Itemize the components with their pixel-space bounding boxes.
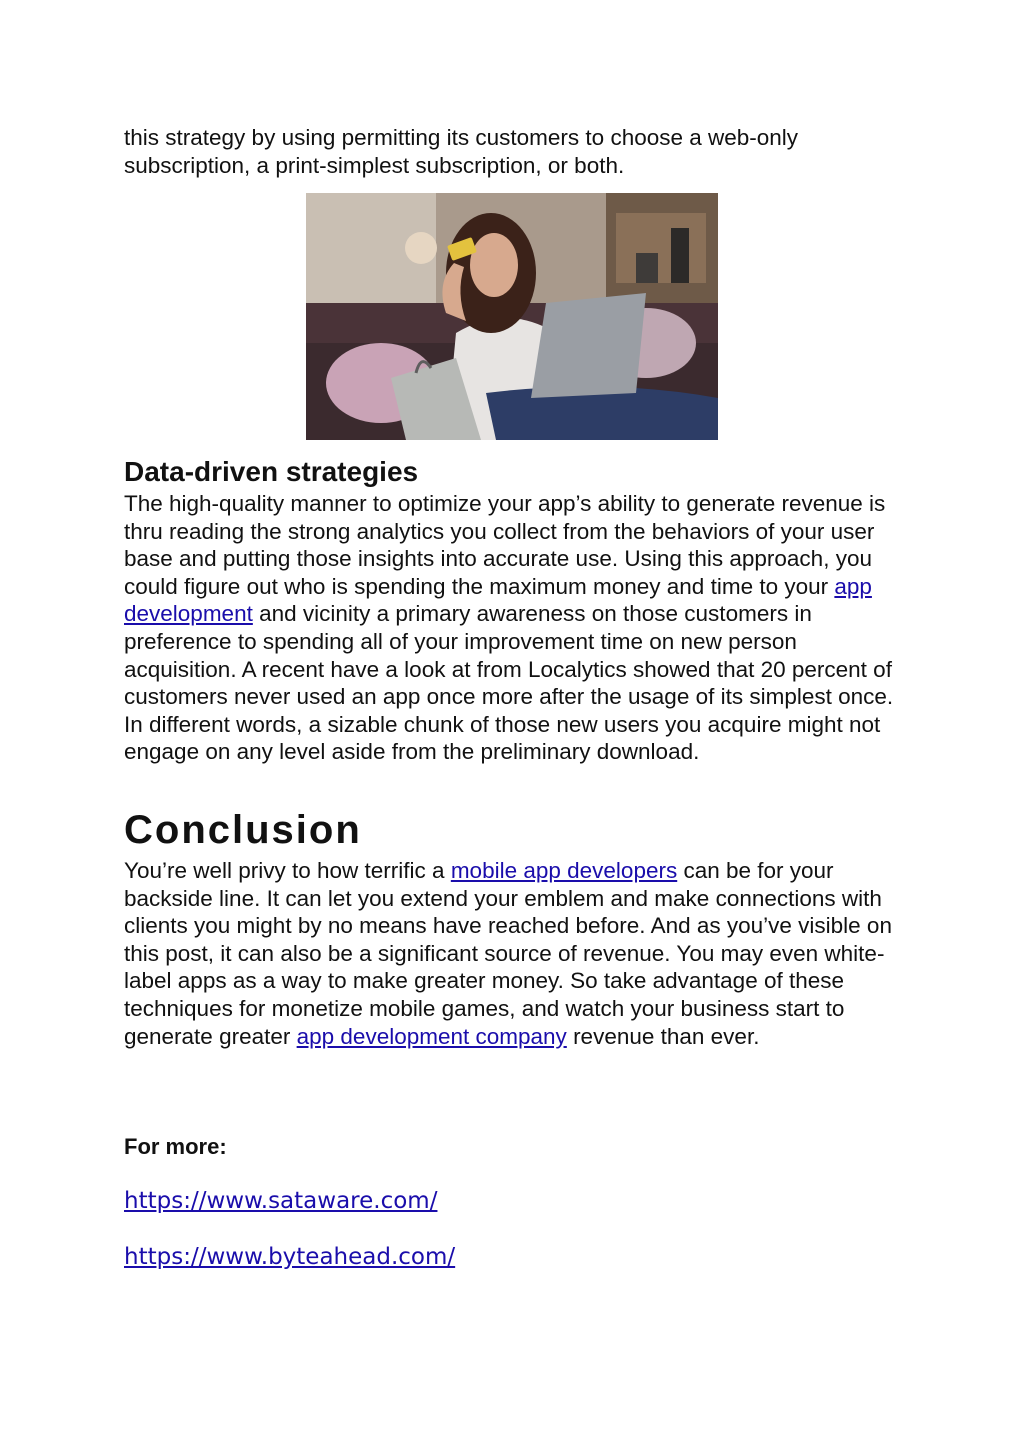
- photo-icon: [306, 193, 718, 440]
- section-heading-data-driven: Data-driven strategies: [124, 456, 419, 487]
- byteahead-link[interactable]: https://www.byteahead.com/: [124, 1244, 456, 1270]
- paragraph-text: You’re well privy to how terrific a: [124, 858, 451, 883]
- paragraph-text: revenue than ever.: [566, 1023, 760, 1049]
- paragraph-text: The high-quality manner to optimize your app’s ability to generate revenue is thru reading the strong analytics you collect from the behaviors of your user base and putting those insights into accurate use. Using this approach, you could figure out who is spending the maximum money and time to your: [124, 491, 886, 599]
- conclusion-heading: Conclusion: [124, 808, 362, 852]
- app-development-company-link[interactable]: app development company: [296, 1023, 567, 1049]
- woman-laptop-photo: [306, 193, 718, 440]
- data-driven-paragraph: [124, 490, 914, 766]
- sataware-link[interactable]: https://www.sataware.com/: [124, 1188, 438, 1214]
- for-more-label: For more:: [124, 1134, 227, 1159]
- paragraph-text: and vicinity a primary awareness on those customers in preference to spending all of your improvement time on new person acquisition. A recent have a look at from Localytics showed that 20 percent of customers never used an app once more after the usage of its simplest once. In different words, a sizable chunk of those new users you acquire might not engage on any level aside from the preliminary download.: [124, 601, 894, 765]
- app-development-link[interactable]: app development: [124, 573, 872, 627]
- paragraph-text: can be for your backside line. It can let you extend your emblem and make connections with clients you might by no means have reached before. And as you’ve visible on this post, it can also be a significant source of revenue. You may even white-label apps as a way to make greater money. So take advantage of these techniques for monetize mobile games, and watch your business start to generate greater: [124, 858, 892, 1049]
- intro-paragraph: this strategy by using permitting its customers to choose a web-only subscription, a print-simplest subscription, or both.: [124, 125, 799, 178]
- conclusion-paragraph: [124, 857, 914, 1050]
- mobile-app-developers-link[interactable]: mobile app developers: [450, 858, 678, 883]
